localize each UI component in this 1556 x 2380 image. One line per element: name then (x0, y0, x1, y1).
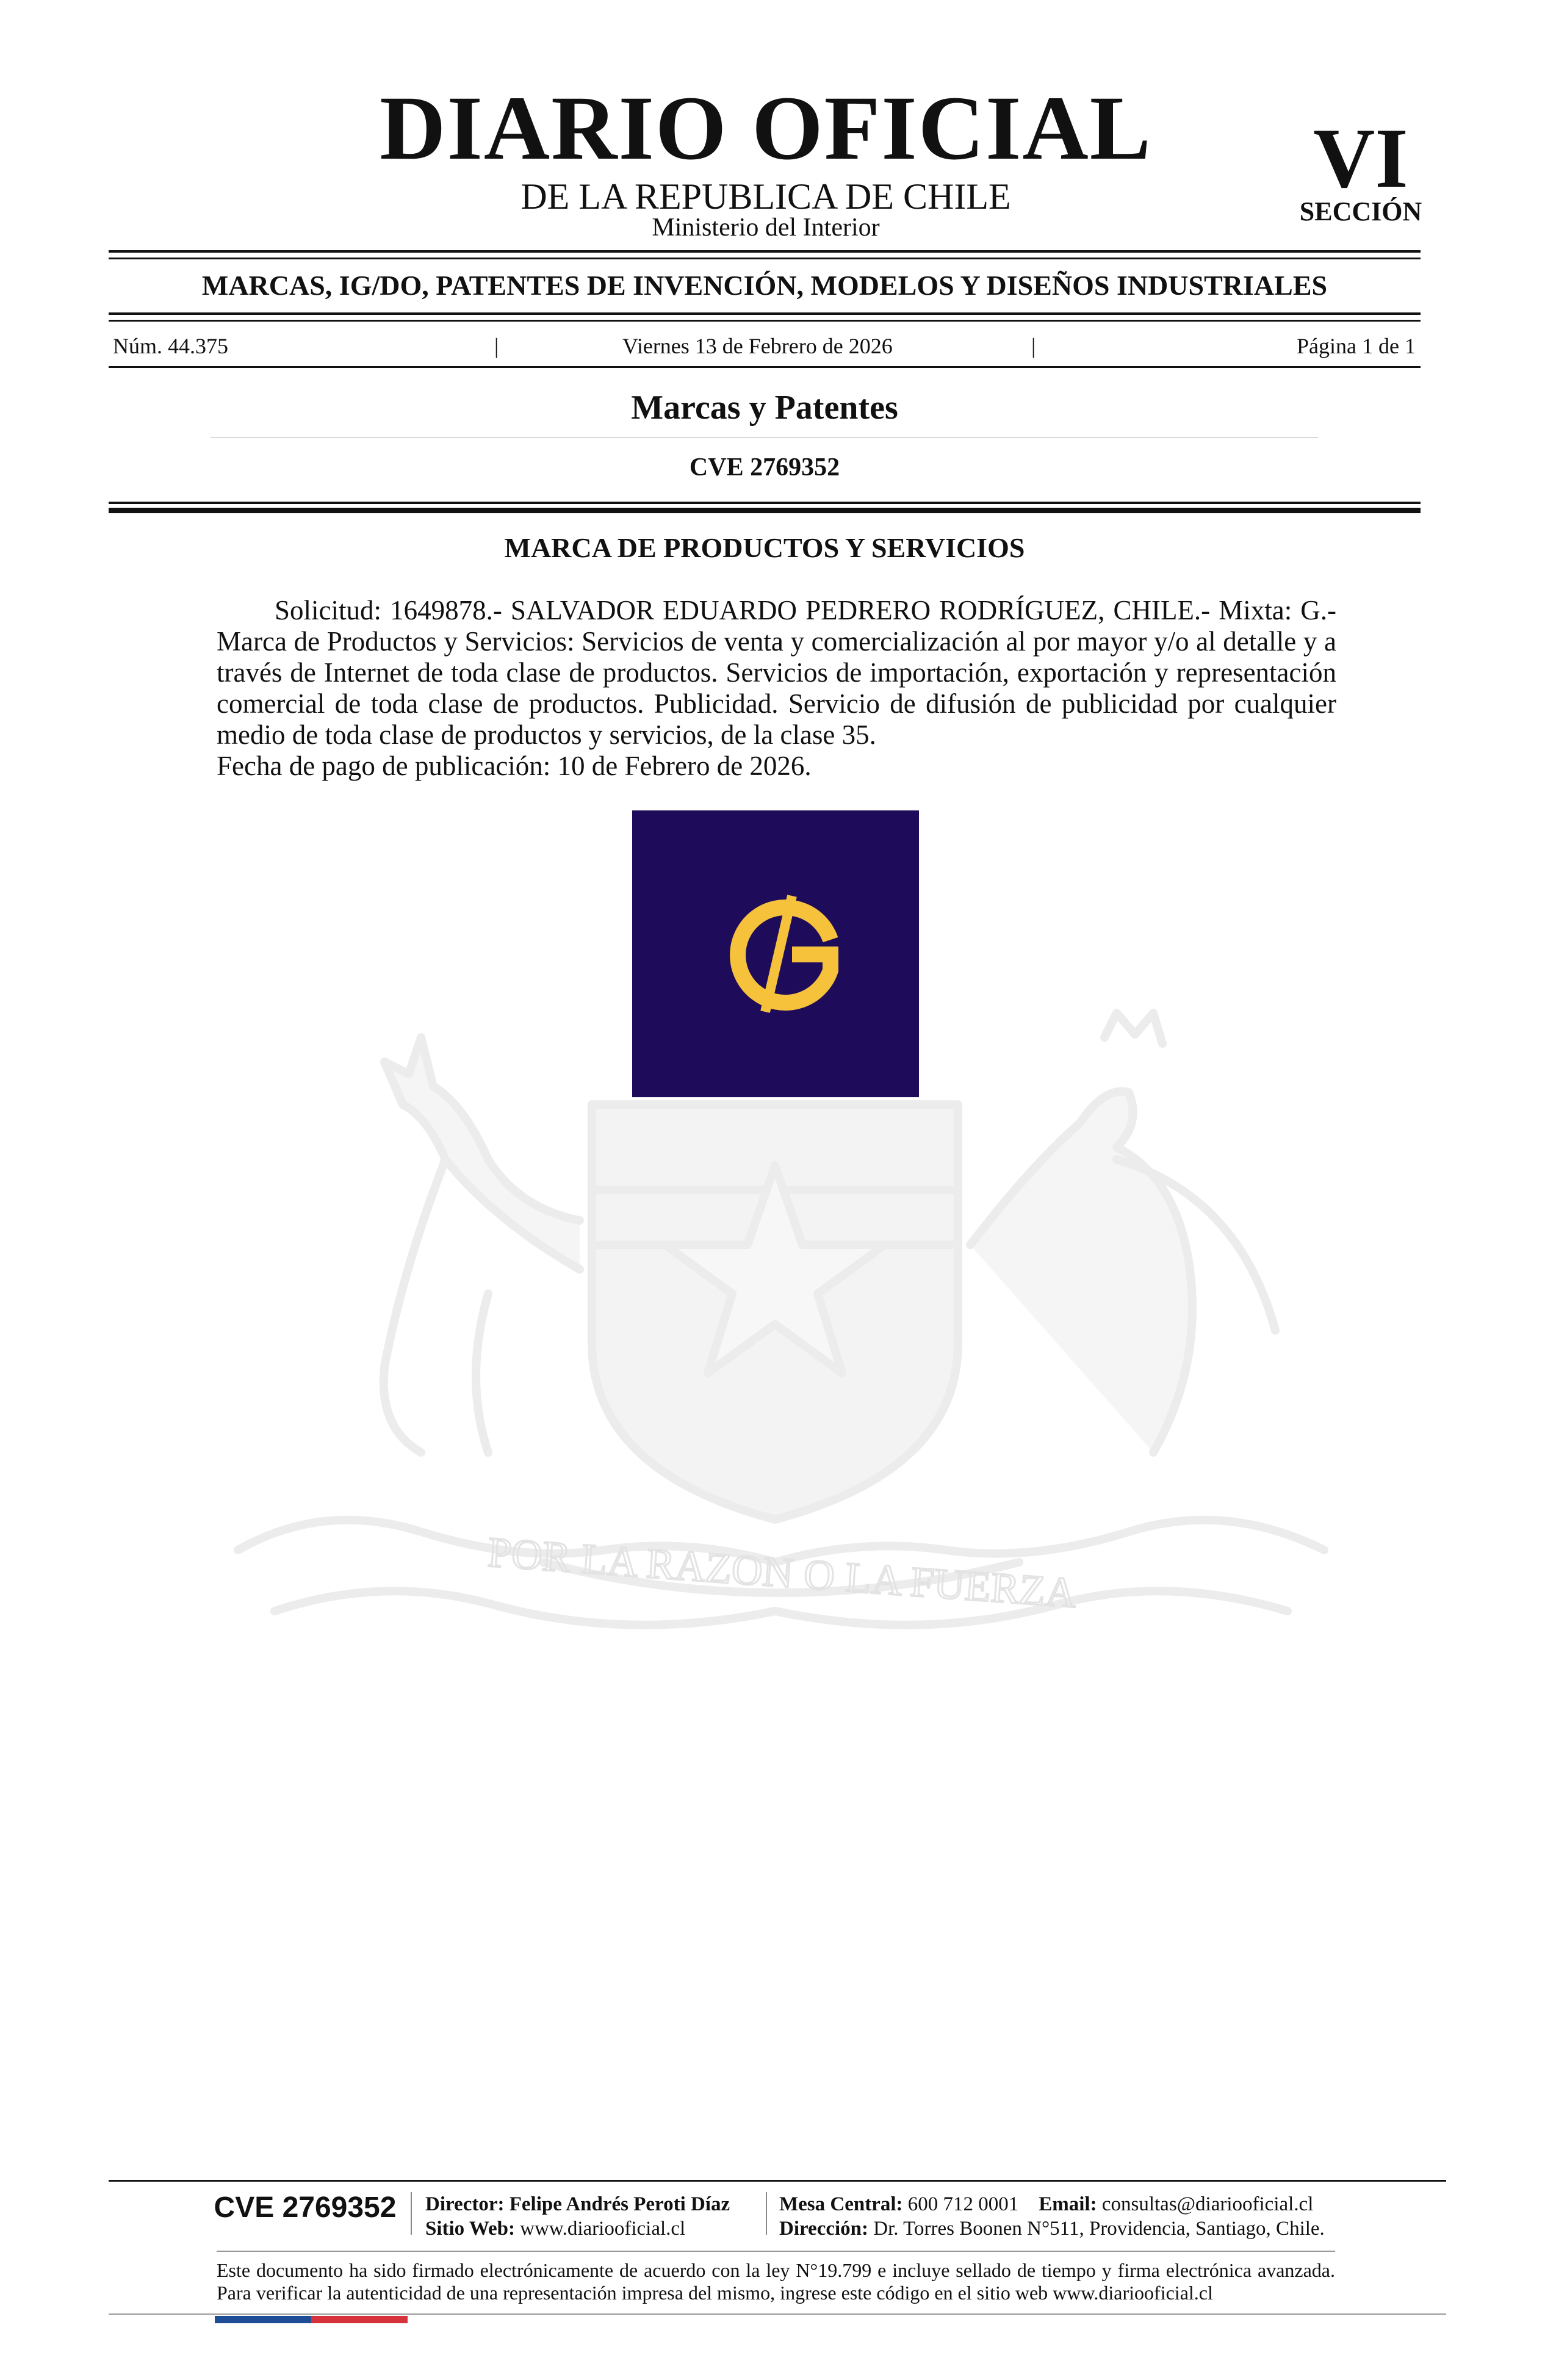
address-text: Dr. Torres Boonen N°511, Providencia, Santiago, Chile. (873, 2218, 1325, 2240)
section-label: SECCIÓN (1299, 197, 1422, 226)
phone-number: 600 712 0001 (907, 2193, 1019, 2215)
director-label: Director: (425, 2193, 505, 2215)
website-link[interactable]: www.diariooficial.cl (520, 2218, 686, 2240)
issue-rule (109, 366, 1421, 368)
watermark-motto: POR LA RAZON O LA FUERZA (486, 1529, 1078, 1617)
payment-date: Fecha de pago de publicación: 10 de Febrero de 2026. (217, 751, 812, 781)
director-name: Felipe Andrés Peroti Díaz (509, 2193, 730, 2215)
flag-stripe-red (311, 2316, 408, 2323)
issue-separator: | (494, 334, 499, 358)
masthead-rule-top (109, 250, 1421, 253)
ministry-label: Ministerio del Interior (652, 214, 880, 242)
email-label: Email: (1039, 2193, 1097, 2215)
footer-contact-block (779, 2192, 1325, 2241)
website-label: Sitio Web: (425, 2218, 516, 2240)
masthead-rule-bottom (109, 258, 1421, 259)
notice-type-heading: MARCA DE PRODUCTOS Y SERVICIOS (504, 532, 1025, 563)
category-rule-top (109, 312, 1421, 315)
issue-separator: | (1031, 334, 1036, 358)
category-heading: MARCAS, IG/DO, PATENTES DE INVENCIÓN, MODELOS Y DISEÑOS INDUSTRIALES (201, 270, 1328, 301)
section-heading: Marcas y Patentes (631, 389, 898, 427)
address-label: Dirección: (779, 2218, 869, 2240)
issue-info-row (113, 334, 1416, 358)
page-indicator: Página 1 de 1 (1297, 334, 1416, 358)
section-number: VI (1313, 111, 1408, 206)
notice-body (217, 595, 1336, 782)
content-rule-bottom (109, 508, 1421, 513)
footer-legal-rule (217, 2251, 1335, 2252)
footer-cve-code: CVE 2769352 (214, 2191, 397, 2224)
content-rule-top (109, 502, 1421, 504)
footer-divider (411, 2192, 412, 2235)
footer-legal-notice (217, 2259, 1335, 2304)
newspaper-title: DIARIO OFICIAL (380, 78, 1152, 179)
section-heading-rule (211, 437, 1318, 438)
email-link[interactable]: consultas@diariooficial.cl (1101, 2193, 1314, 2215)
footer-top-rule (109, 2180, 1446, 2182)
cve-code: CVE 2769352 (689, 453, 840, 481)
footer-director-block (425, 2192, 730, 2241)
legal-text: Este documento ha sido firmado electrónicamente de acuerdo con la ley N°19.799 e incluye sellado de tiempo y firma electrónica avanzada. Para verificar la autenticidad de una representación impresa del mismo, ingrese este código en el sitio web www.diariooficial.cl (217, 2259, 1335, 2304)
footer-bottom-rule (109, 2313, 1446, 2315)
newspaper-subtitle: DE LA REPUBLICA DE CHILE (520, 176, 1011, 217)
brand-logo (632, 810, 919, 1097)
flag-stripe-blue (215, 2316, 311, 2323)
issue-date: Viernes 13 de Febrero de 2026 (622, 334, 893, 358)
notice-paragraph: Solicitud: 1649878.- SALVADOR EDUARDO PEDRERO RODRÍGUEZ, CHILE.- Mixta: G.- Marca de Productos y Servicios: Servicios de venta y comercialización al por mayor y/o al detalle y a través de Internet de toda clase de productos. Servicios de importación, exportación y representación comercial de toda clase de productos. Publicidad. Servicio de difusión de publicidad por cualquier medio de toda clase de productos y servicios, de la clase 35. (217, 595, 1336, 750)
category-rule-bottom (109, 320, 1421, 322)
g-with-slash-logo-icon (632, 810, 919, 1097)
footer-divider (766, 2192, 767, 2235)
issue-number: Núm. 44.375 (113, 334, 228, 358)
phone-label: Mesa Central: (779, 2193, 903, 2215)
